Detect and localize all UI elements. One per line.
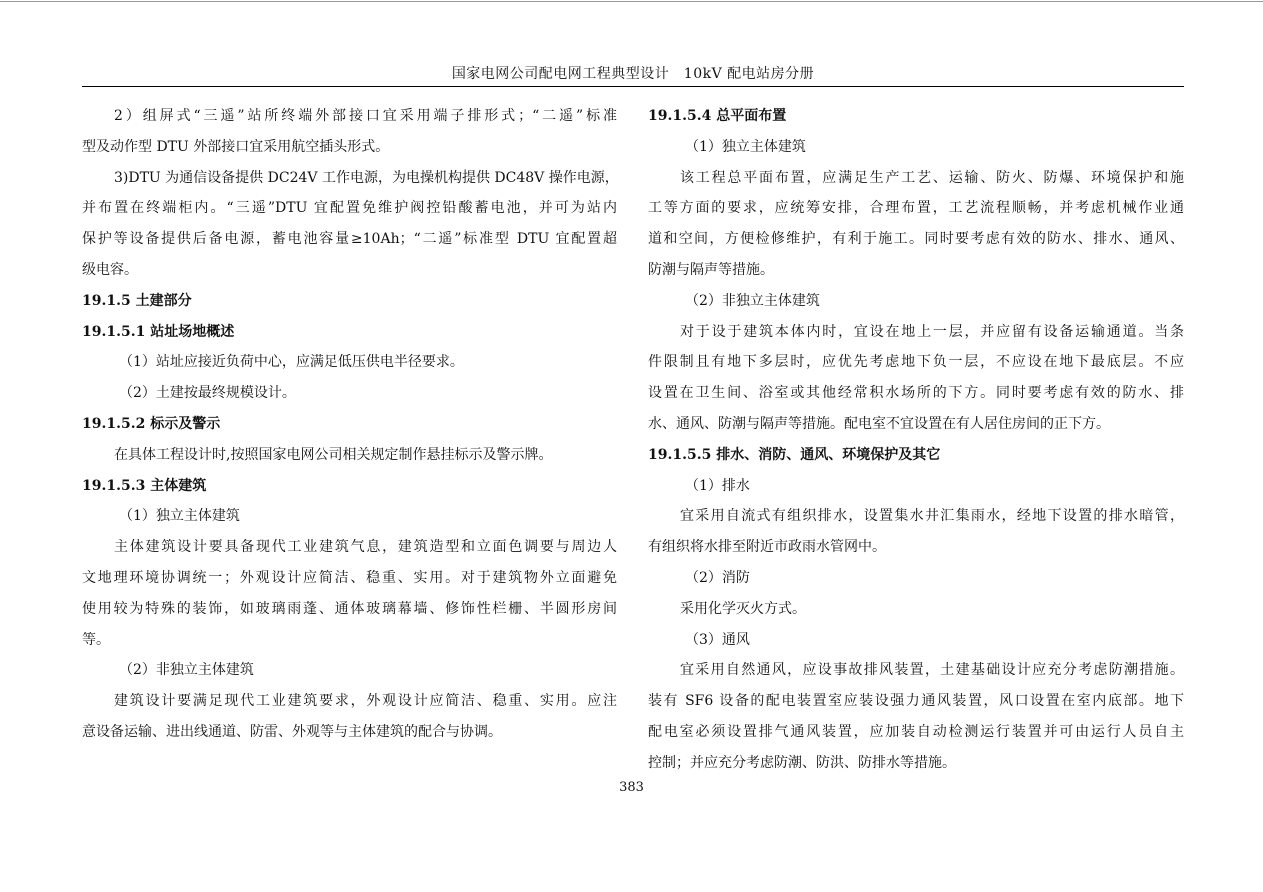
text-line: （1）站址应接近负荷中心，应满足低压供电半径要求。: [119, 354, 464, 371]
section-heading: 19.1.5.4 总平面布置: [648, 108, 787, 124]
text-line: 宜采用自流式有组织排水，设置集水井汇集雨水，经地下设置的排水暗管，: [680, 508, 1184, 525]
page-number: 383: [619, 780, 644, 795]
text-line: 对于设于建筑本体内时，宜设在地上一层，并应留有设备运输通道。当条: [680, 323, 1184, 340]
text-line: 该工程总平面布置，应满足生产工艺、运输、防火、防爆、环境保护和施: [680, 169, 1184, 186]
text-line: 建筑设计要满足现代工业建筑要求，外观设计应简洁、稳重、实用。应注: [114, 693, 617, 710]
text-line: 主体建筑设计要具备现代工业建筑气息，建筑造型和立面色调要与周边人: [114, 539, 617, 556]
text-line: 有组织将水排至附近市政雨水管网中。: [648, 539, 886, 556]
text-line: 级电容。: [82, 261, 138, 278]
text-line: 设置在卫生间、浴室或其他经常积水场所的下方。同时要考虑有效的防水、排: [648, 385, 1184, 402]
text-line: 使用较为特殊的装饰，如玻璃雨蓬、通体玻璃幕墙、修饰性栏栅、半圆形房间: [82, 600, 617, 617]
text-line: 文地理环境协调统一；外观设计应简洁、稳重、实用。对于建筑物外立面避免: [82, 569, 617, 586]
text-line: 工等方面的要求，应统筹安排，合理布置，工艺流程顺畅，并考虑机械作业通: [648, 200, 1184, 217]
text-line: 配电室必须设置排气通风装置，应加装自动检测运行装置并可由运行人员自主: [648, 723, 1184, 740]
text-line: （2）土建按最终规模设计。: [119, 385, 296, 402]
text-line: 件限制且有地下多层时，应优先考虑地下负一层，不应设在地下最底层。不应: [648, 354, 1184, 371]
text-line: （2）非独立主体建筑: [685, 292, 820, 309]
right-column: [648, 101, 1184, 779]
text-line: 意设备运输、进出线通道、防雷、外观等与主体建筑的配合与协调。: [82, 723, 502, 740]
text-line: 防潮与隔声等措施。: [648, 261, 774, 278]
page-top-rule: [0, 1, 1263, 2]
page-header: [82, 62, 1184, 87]
text-line: （2）非独立主体建筑: [119, 662, 254, 679]
text-line: 保护等设备提供后备电源，蓄电池容量≥10Ah；“二遥”标准型 DTU 宜配置超: [82, 231, 617, 248]
text-line: 采用化学灭火方式。: [680, 600, 806, 617]
text-line: 在具体工程设计时,按照国家电网公司相关规定制作悬挂标示及警示牌。: [114, 446, 553, 463]
text-line: 控制；并应充分考虑防潮、防洪、防排水等措施。: [648, 754, 956, 771]
text-line: 装有 SF6 设备的配电装置室应装设强力通风装置，风口设置在室内底部。地下: [648, 693, 1184, 710]
text-line: （1）独立主体建筑: [119, 508, 240, 525]
text-line: 2）组屏式“三遥”站所终端外部接口宜采用端子排形式；“二遥”标准: [114, 108, 617, 124]
text-line: 型及动作型 DTU 外部接口宜采用航空插头形式。: [82, 138, 390, 155]
section-heading: 19.1.5.1 站址场地概述: [82, 323, 235, 340]
text-line: （1）排水: [685, 477, 750, 494]
left-column: [82, 101, 617, 748]
text-line: 水、通风、防潮与隔声等措施。配电室不宜设置在有人居住房间的正下方。: [648, 415, 1110, 432]
section-heading: 19.1.5.2 标示及警示: [82, 415, 221, 432]
text-line: 并布置在终端柜内。“三遥”DTU 宜配置免维护阀控铅酸蓄电池，并可为站内: [82, 200, 617, 217]
text-line: 道和空间，方便检修维护，有利于施工。同时要考虑有效的防水、排水、通风、: [648, 231, 1184, 248]
text-line: （2）消防: [685, 569, 750, 586]
section-heading: 19.1.5.3 主体建筑: [82, 477, 207, 494]
section-heading: 19.1.5 土建部分: [82, 292, 192, 309]
text-line: （3）通风: [685, 631, 750, 648]
text-line: 3)DTU 为通信设备提供 DC24V 工作电源，为电操机构提供 DC48V 操作电源，: [114, 169, 619, 186]
text-line: （1）独立主体建筑: [685, 138, 806, 155]
text-line: 宜采用自然通风，应设事故排风装置，土建基础设计应充分考虑防潮措施。: [680, 662, 1184, 679]
header-title: 国家电网公司配电网工程典型设计 10kV 配电站房分册: [451, 66, 815, 82]
text-line: 等。: [82, 631, 110, 648]
section-heading: 19.1.5.5 排水、消防、通风、环境保护及其它: [648, 446, 941, 463]
